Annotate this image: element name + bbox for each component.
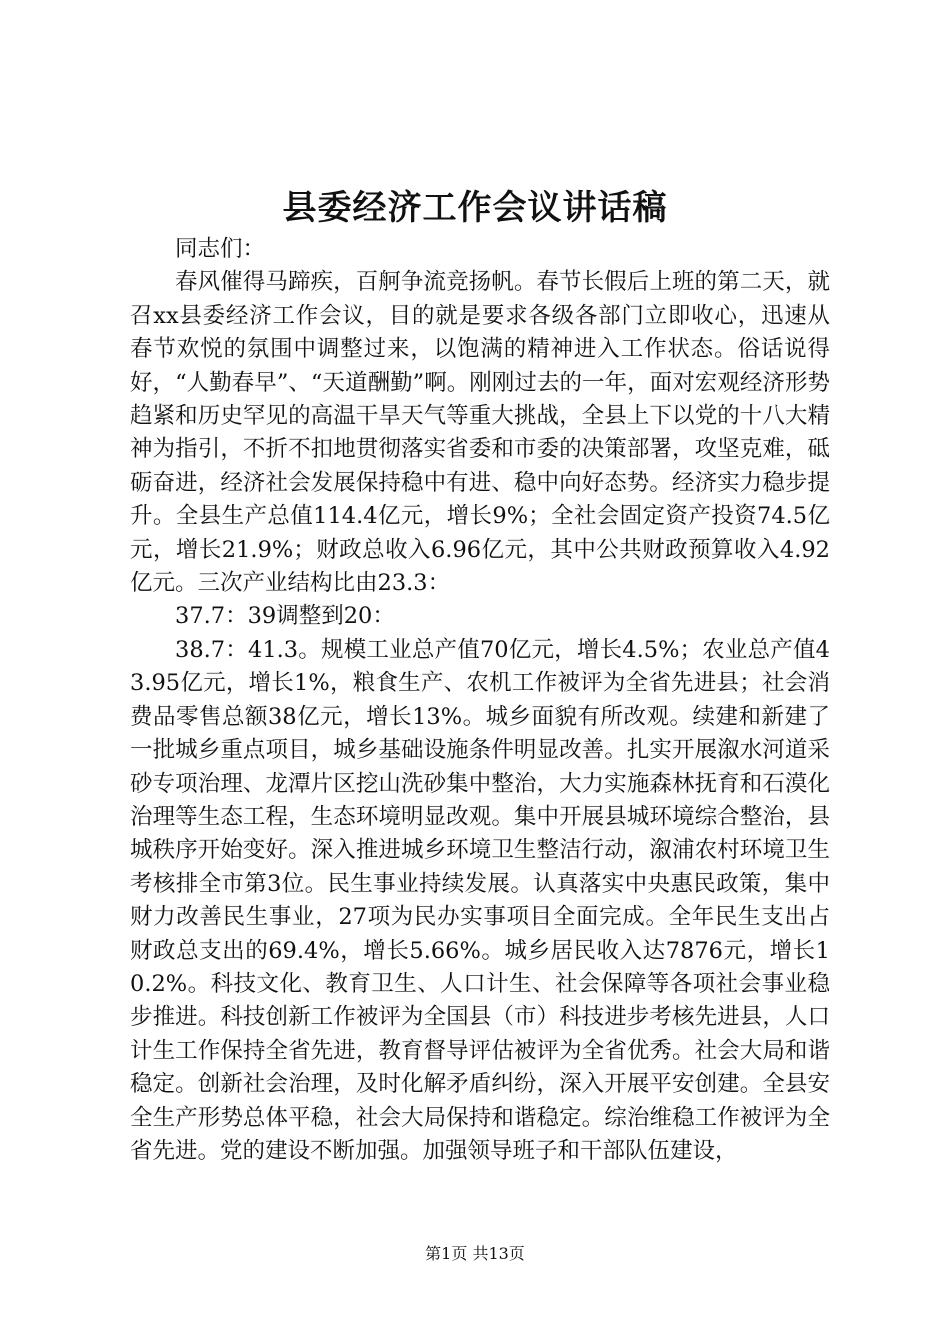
document-title: 县委经济工作会议讲话稿 [282,188,668,228]
document-body [130,233,830,1168]
salutation: 同志们： [175,236,266,262]
paragraph: 38.7：41.3。规模工业总产值70亿元，增长4.5%；农业总产值43.95亿元，增长1%，粮食生产、农机工作被评为全省先进县；社会消费品零售总额38亿元，增长13%。城乡面貌有所改观。续建和新建了一批城乡重点项目，城乡基础设施条件明显改善。扎实开展溆水河道采砂专项治理、龙潭片区挖山洗砂集中整治，大力实施森林抚育和石漠化治理等生态工程，生态环境明显改观。集中开展县城环境综合整治，县城秩序开始变好。深入推进城乡环境卫生整洁行动，溆浦农村环境卫生考核排全市第3位。民生事业持续发展。认真落实中央惠民政策，集中财力改善民生事业，27项为民办实事项目全面完成。全年民生支出占财政总支出的69.4%，增长5.66%。城乡居民收入达7876元，增长10.2%。科技文化、教育卫生、人口计生、社会保障等各项社会事业稳步推进。科技创新工作被评为全国县（市）科技进步考核先进县，人口计生工作保持全省先进，教育督导评估被评为全省优秀。社会大局和谐稳定。创新社会治理，及时化解矛盾纠纷，深入开展平安创建。全县安全生产形势总体平稳，社会大局保持和谐稳定。综治维稳工作被评为全省先进。党的建设不断加强。加强领导班子和干部队伍建设， [130,636,830,1164]
page-number-footer: 第1页 共13页 [425,1244,525,1263]
paragraph: 春风催得马蹄疾，百舸争流竞扬帆。春节长假后上班的第二天，就召xx县委经济工作会议，目的就是要求各级各部门立即收心，迅速从春节欢悦的氛围中调整过来，以饱满的精神进入工作状态。俗话说得好，“人勤春早”、“天道酬勤”啊。刚刚过去的一年，面对宏观经济形势趋紧和历史罕见的高温干旱天气等重大挑战，全县上下以党的十八大精神为指引，不折不扣地贯彻落实省委和市委的决策部署，攻坚克难，砥砺奋进，经济社会发展保持稳中有进、稳中向好态势。经济实力稳步提升。全县生产总值114.4亿元，增长9%；全社会固定资产投资74.5亿元，增长21.9%；财政总收入6.96亿元，其中公共财政预算收入4.92亿元。三次产业结构比由23.3： [130,269,830,597]
paragraph: 37.7：39调整到20： [175,603,395,630]
